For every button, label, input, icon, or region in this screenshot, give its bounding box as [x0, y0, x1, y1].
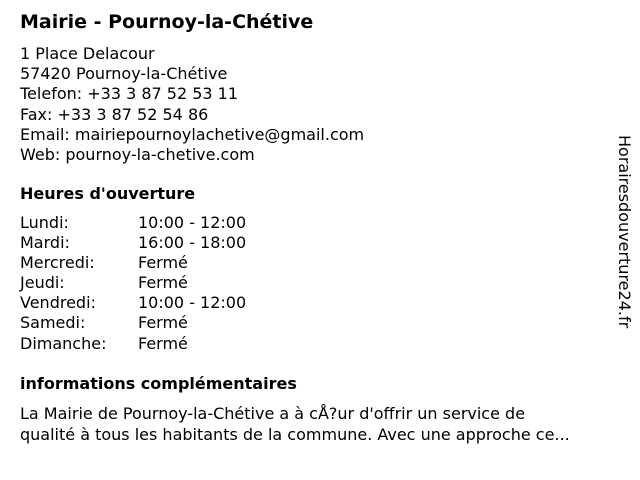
hours-time: Fermé: [138, 333, 188, 353]
hours-table: [20, 213, 246, 354]
website: Web: pournoy-la-chetive.com: [20, 145, 255, 165]
address-line-2: 57420 Pournoy-la-Chétive: [20, 64, 228, 84]
fax-number: Fax: +33 3 87 52 54 86: [20, 104, 209, 124]
hours-time: Fermé: [138, 313, 188, 333]
site-watermark: Horairesdouverture24.fr: [615, 135, 634, 329]
hours-row: [20, 293, 246, 313]
contact-block: [20, 44, 364, 165]
hours-day: Dimanche:: [20, 333, 107, 353]
hours-row: [20, 253, 246, 273]
hours-row: [20, 334, 246, 354]
hours-row: [20, 273, 246, 293]
email-address: Email: mairiepournoylachetive@gmail.com: [20, 124, 365, 144]
hours-row: [20, 313, 246, 333]
description-line-1: La Mairie de Pournoy-la-Chétive a à cÅ?ur d'offrir un service de: [20, 404, 526, 423]
address-line-1: 1 Place Delacour: [20, 44, 155, 63]
hours-row: [20, 213, 246, 233]
hours-row: [20, 233, 246, 253]
hours-time: 16:00 - 18:00: [138, 233, 247, 253]
phone-number: Telefon: +33 3 87 52 53 11: [20, 84, 239, 104]
hours-time: 10:00 - 12:00: [138, 213, 247, 232]
hours-day: Mercredi:: [20, 253, 95, 273]
hours-day: Vendredi:: [20, 293, 96, 313]
hours-day: Samedi:: [20, 313, 86, 333]
hours-day: Jeudi:: [20, 273, 65, 293]
description-line-2: qualité à tous les habitants de la commune. Avec une approche ce...: [20, 425, 570, 444]
info-heading: informations complémentaires: [20, 374, 297, 393]
description: [20, 403, 620, 445]
hours-time: Fermé: [138, 273, 188, 293]
page-title: Mairie - Pournoy-la-Chétive: [20, 11, 314, 33]
hours-day: Mardi:: [20, 233, 70, 253]
hours-day: Lundi:: [20, 213, 69, 232]
hours-heading: Heures d'ouverture: [20, 184, 196, 203]
hours-time: 10:00 - 12:00: [138, 293, 247, 313]
hours-time: Fermé: [138, 253, 188, 273]
